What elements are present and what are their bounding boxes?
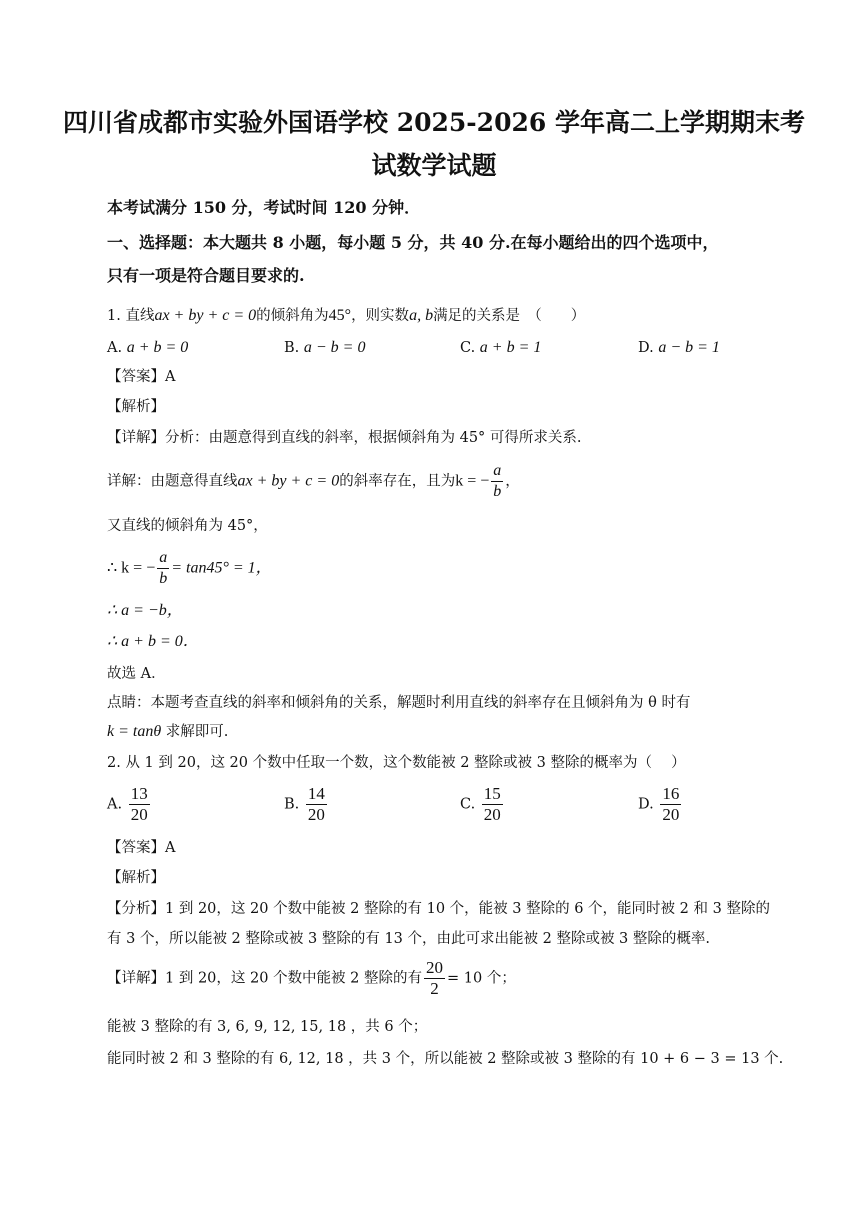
q1-note-line2: k = tanθ 求解即可.	[107, 723, 229, 740]
q1-angle: 45°	[328, 307, 352, 324]
q1-vars: a, b	[409, 307, 434, 324]
q1-fraction-a-over-b-2: $\frac{a}{b}$	[159, 549, 168, 587]
q2-option-a: A. $\frac{13}{20}$	[107, 784, 148, 824]
q1-analysis-label: 【解析】	[107, 399, 165, 415]
q1-detail-line: 【详解】分析：由题意得到直线的斜率，根据倾斜角为 45° 可得所求关系.	[107, 430, 582, 446]
q2-fraction-20-over-2: $\frac{20}{2}$	[426, 958, 444, 998]
q1-number: 1.	[107, 308, 121, 324]
q2-detail-line: 【详解】1 到 20，这 20 个数中能被 2 整除的有 $\frac{20}{2}$ = 10 个；	[107, 958, 516, 998]
q2-divisible-by-both: 能同时被 2 和 3 整除的有 6, 12, 18 ，共 3 个，所以能被 2 整除或被 3 整除的有 10 + 6 − 3 = 13 个.	[107, 1051, 784, 1067]
q2-option-d: D. $\frac{16}{20}$	[638, 784, 680, 824]
q1-text-c: ，则实数	[351, 308, 410, 324]
q1-equation: ax + by + c = 0	[154, 307, 257, 324]
exam-info: 本考试满分 150 分，考试时间 120 分钟．	[107, 198, 421, 217]
q1-step4: ∴ a = −b，	[107, 602, 183, 619]
q1-answer: 【答案】A	[107, 369, 176, 385]
q2-divisible-by-3: 能被 3 整除的有 3, 6, 9, 12, 15, 18 ，共 6 个；	[107, 1019, 428, 1035]
q1-option-a: A. a + b = 0	[107, 339, 189, 356]
q1-option-c: C. a + b = 1	[460, 339, 542, 356]
q1-option-d: D. a − b = 1	[638, 339, 720, 356]
q1-stem	[107, 306, 585, 326]
q1-text-d: 满足的关系是 （ ）	[433, 308, 586, 324]
q2-fenxi-line1: 【分析】1 到 20，这 20 个数中能被 2 整除的有 10 个，能被 3 整除的 6 个，能同时被 2 和 3 整除的	[107, 901, 770, 917]
q2-option-b: B. $\frac{14}{20}$	[284, 784, 325, 824]
q1-step1: 详解：由题意得直线ax + by + c = 0的斜率存在，且为k = − $\frac{a}{b}$ ，	[107, 462, 520, 500]
q1-fraction-a-over-b: $\frac{a}{b}$	[493, 462, 502, 500]
document-title-line2: 试数学试题	[371, 151, 497, 180]
q1-step5: ∴ a + b = 0．	[107, 633, 199, 650]
q2-answer: 【答案】A	[107, 840, 176, 856]
q2-fenxi-line2: 有 3 个，所以能被 2 整除或被 3 整除的有 13 个，由此可求出能被 2 整除或被 3 整除的概率.	[107, 931, 710, 947]
q1-text-b: 的倾斜角为	[256, 308, 329, 324]
q2-analysis-label: 【解析】	[107, 870, 165, 886]
q1-conclusion: 故选 A．	[107, 666, 166, 682]
section1-heading-line1: 一、选择题：本大题共 8 小题，每小题 5 分，共 40 分.在每小题给出的四个选项中，	[107, 233, 719, 252]
q1-option-b: B. a − b = 0	[284, 339, 366, 356]
q1-text-a: 直线	[125, 308, 155, 324]
document-title-line1: 四川省成都市实验外国语学校 2025-2026 学年高二上学期期末考	[63, 108, 805, 137]
section1-heading-line2: 只有一项是符合题目要求的.	[107, 266, 305, 285]
q2-option-c: C. $\frac{15}{20}$	[460, 784, 501, 824]
q1-step3: ∴ k = − $\frac{a}{b}$ = tan45° = 1，	[107, 549, 272, 587]
q1-step2: 又直线的倾斜角为 45°，	[107, 518, 268, 534]
q1-note-line1: 点睛：本题考查直线的斜率和倾斜角的关系，解题时利用直线的斜率存在且倾斜角为 θ 时有	[107, 695, 691, 711]
q2-stem: 2. 从 1 到 20，这 20 个数中任取一个数，这个数能被 2 整除或被 3 整除的概率为（ ）	[107, 755, 686, 771]
